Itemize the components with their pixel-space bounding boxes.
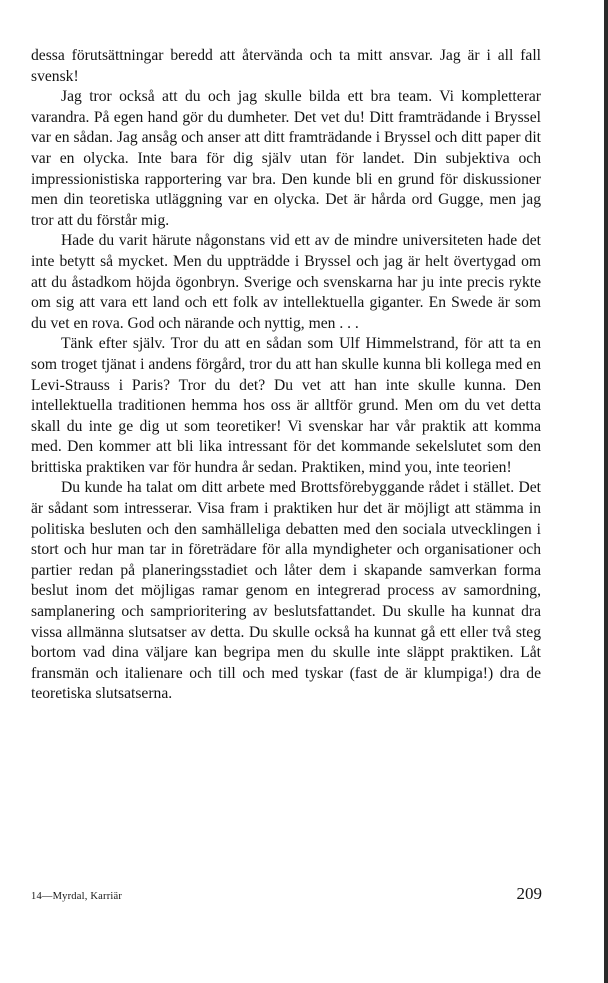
paragraph-1: dessa förutsättningar beredd att återvända och ta mitt ansvar. Jag är i all fall svensk! [31, 47, 541, 85]
page-number: 209 [516, 884, 542, 903]
footer-signature: 14—Myrdal, Karriär [31, 891, 123, 902]
paragraph-3: Hade du varit härute någonstans vid ett av de mindre universiteten hade det inte betytt så mycket. Men du uppträdde i Bryssel och jag är helt övertygad om att du åstadkom höjda ögonbryn. Sverige och svenskarna har ju inte precis rykte om sig att vara ett land och ett folk av intellektuella giganter. En Swede är som du vet en rova. God och närande och nyttig, men . . . [31, 232, 541, 332]
paragraph-4: Tänk efter själv. Tror du att en sådan som Ulf Himmelstrand, för att ta en som troget tjänat i andens förgård, tror du att han skulle kunna bli kollega med en Levi-Strauss i Paris? Tror du det? Du vet att han inte skulle kunna. Den intellektuella traditionen hemma hos oss är alltför grund. Men om du vet detta skall du inte ge dig ut som teoretiker! Vi svenskar har vår praktik att komma med. Den kommer att bli lika intressant för det kommande sekelslutet som den brittiska praktiken var för hundra år sedan. Praktiken, mind you, inte teorien! [31, 335, 541, 476]
body-text [31, 46, 541, 705]
page-edge-shadow [604, 0, 608, 983]
paragraph-5: Du kunde ha talat om ditt arbete med Brottsförebyggande rådet i stället. Det är sådant som intresserar. Visa fram i praktiken hur det är möjligt att stämma in politiska besluten och den samhälleliga debatten med den sociala utvecklingen i stort och hur man tar in företrädare för alla myndigheter och organisationer och partier redan på planeringsstadiet och låter dem i skapande samverkan forma beslut inom det möjligas ramar genom en integrerad process av samordning, samplanering och samprioritering av beslutsfattandet. Du skulle ha kunnat dra vissa allmänna slutsatser av detta. Du skulle också ha kunnat gå ett eller två steg bortom vad dina väljare kan begripa men du skulle inte släppt praktiken. Låt fransmän och italienare och till och med tyskar (fast de är klumpiga!) dra de teoretiska slutsatserna. [31, 479, 541, 703]
paragraph-2: Jag tror också att du och jag skulle bilda ett bra team. Vi kompletterar varandra. På egen hand gör du dumheter. Det vet du! Ditt framträdande i Bryssel var en sådan. Jag ansåg och anser att ditt framträdande i Bryssel och ditt paper dit var en olycka. Inte bara för dig själv utan för landet. Din subjektiva och impressionistiska rapportering var bra. Den kunde bli en grund för diskussioner men din teoretiska utläggning var en olycka. Det är hårda ord Gugge, men jag tror att du förstår mig. [31, 88, 541, 229]
